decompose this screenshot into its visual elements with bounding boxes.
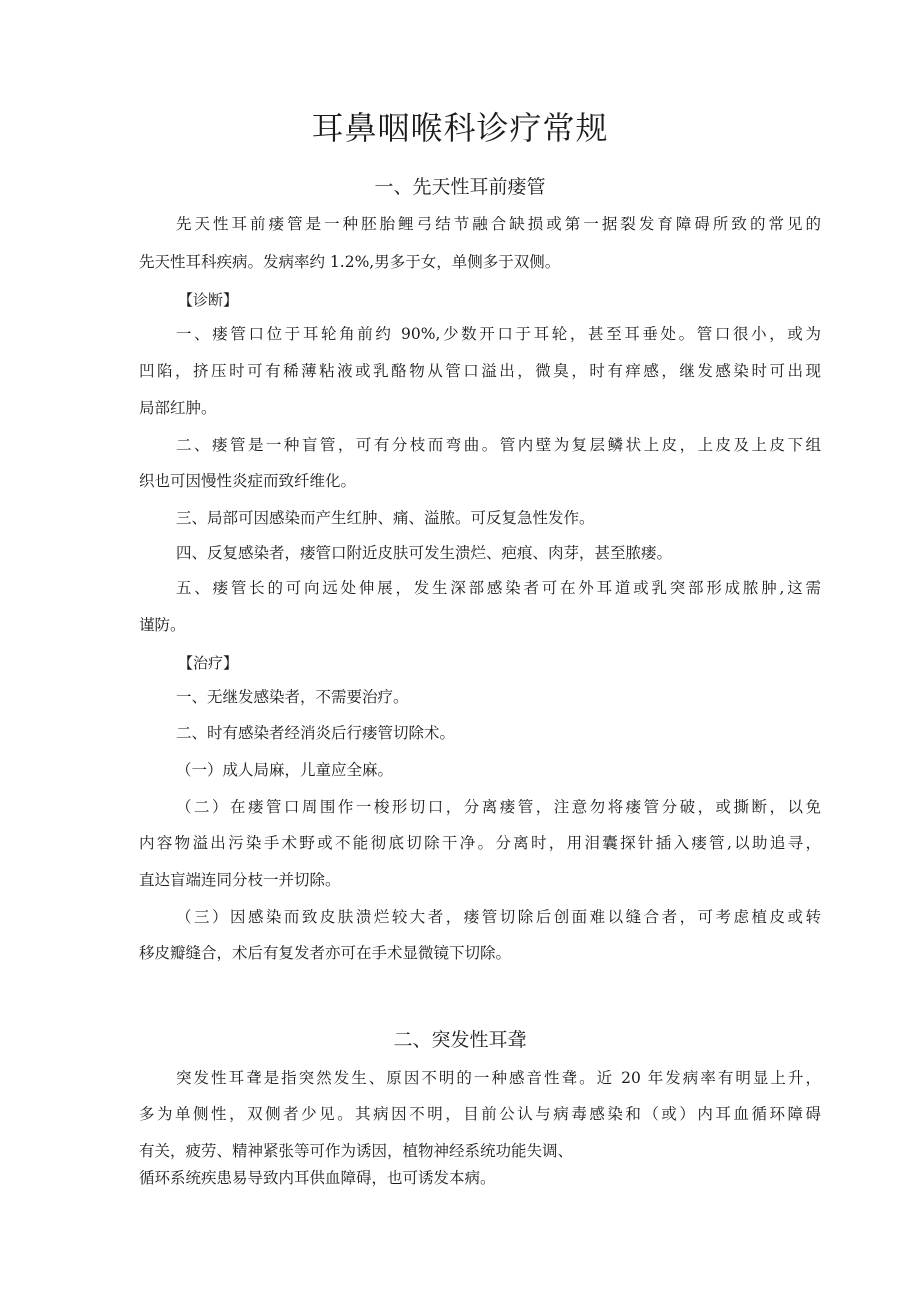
- paragraph-line: 凹陷，挤压时可有稀薄粘液或乳酪物从管口溢出，微臭，时有痒感，继发感染时可出现: [139, 362, 821, 380]
- paragraph-line: 四、反复感染者，瘘管口附近皮肤可发生溃烂、疤痕、肉芽，甚至脓瘘。: [176, 544, 673, 562]
- paragraph-line: 有关，疲劳、精神紧张等可作为诱因，植物神经系统功能失调、: [139, 1142, 574, 1160]
- paragraph-line: 多为单侧性，双侧者少见。其病因不明，目前公认与病毒感染和（或）内耳血循环障碍: [139, 1105, 821, 1123]
- paragraph-line: 循环系统疾患易导致内耳供血障碍，也可诱发本病。: [139, 1169, 496, 1187]
- paragraph-line: 三、局部可因感染而产生红肿、痛、溢脓。可反复急性发作。: [176, 509, 595, 527]
- paragraph-line: （一）成人局麻，儿童应全麻。: [176, 761, 394, 779]
- document-title: 耳鼻咽喉科诊疗常规: [311, 109, 609, 147]
- paragraph-line: 一、无继发感染者，不需要治疗。: [176, 688, 409, 706]
- paragraph-line: （三）因感染而致皮肤溃烂较大者，瘘管切除后创面难以缝合者，可考虑植皮或转: [176, 908, 821, 926]
- paragraph-line: 内容物溢出污染手术野或不能彻底切除干净。分离时，用泪囊探针插入瘘管,以助追寻，: [139, 834, 821, 852]
- section-heading-congenital-preauricular-fistula: 一、先天性耳前瘘管: [374, 176, 546, 198]
- paragraph-line: 直达盲端连同分枝一并切除。: [139, 871, 341, 889]
- paragraph-line: 织也可因慢性炎症而致纤维化。: [139, 472, 357, 490]
- paragraph-line: 二、瘘管是一种盲管，可有分枝而弯曲。管内壁为复层鳞状上皮，上皮及上皮下组: [176, 436, 821, 454]
- paragraph-line: 二、时有感染者经消炎后行瘘管切除术。: [176, 724, 456, 742]
- paragraph-line: 一、瘘管口位于耳轮角前约 90%,少数开口于耳轮，甚至耳垂处。管口很小，或为: [176, 325, 821, 343]
- diagnosis-label: 【诊断】: [178, 291, 239, 309]
- paragraph-line: 先天性耳科疾病。发病率约 1.2%,男多于女，单侧多于双侧。: [139, 253, 561, 271]
- paragraph-line: 先天性耳前瘘管是一种胚胎鲤弓结节融合缺损或第一据裂发育障碍所致的常见的: [176, 215, 821, 233]
- paragraph-line: 谨防。: [139, 616, 186, 634]
- paragraph-line: 五、瘘管长的可向远处伸展，发生深部感染者可在外耳道或乳突部形成脓肿,这需: [176, 579, 821, 597]
- paragraph-line: 移皮瓣缝合，术后有复发者亦可在手术显微镜下切除。: [139, 944, 512, 962]
- treatment-label: 【治疗】: [178, 654, 239, 672]
- section-heading-sudden-deafness: 二、突发性耳聋: [393, 1029, 527, 1051]
- paragraph-line: 突发性耳聋是指突然发生、原因不明的一种感音性聋。近 20 年发病率有明显上升，: [176, 1069, 821, 1087]
- paragraph-line: （二）在瘘管口周围作一梭形切口，分离瘘管，注意勿将瘘管分破，或撕断，以免: [176, 798, 821, 816]
- paragraph-line: 局部红肿。: [139, 399, 217, 417]
